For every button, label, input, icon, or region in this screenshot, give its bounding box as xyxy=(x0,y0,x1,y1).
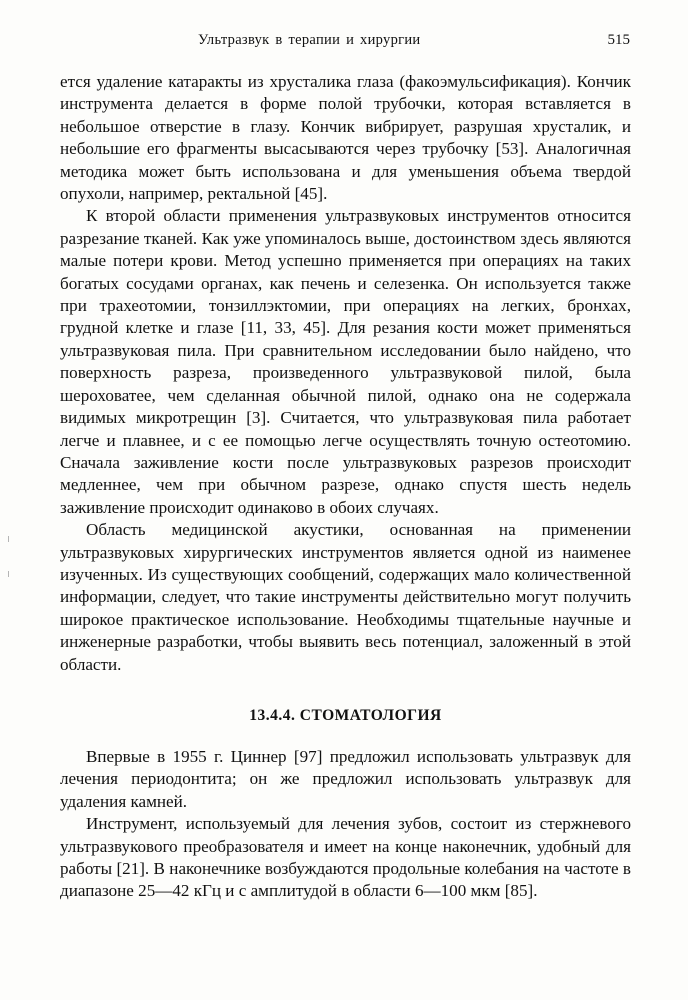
margin-mark xyxy=(8,571,9,577)
paragraph-medical-acoustics: Область медицинской акустики, основанная на применении ультразвуковых хирургических инструментов является одной из наименее изученных. Из существующих сообщений, содержащих мало количественной информации, следует, что такие инструменты действительно могут получить широкое практическое использование. Необходимы тщательные научные и инженерные разработки, чтобы выявить весь потенциал, заложенный в этой области. xyxy=(60,520,631,674)
running-title: Ультразвук в терапии и хирургии xyxy=(198,32,421,48)
page-header xyxy=(60,32,630,54)
paragraph-dentistry-history: Впервые в 1955 г. Циннер [97] предложил использовать ультразвук для лечения периодонтита; он же предложил использовать ультразвук для удаления камней. xyxy=(60,746,631,811)
body-text xyxy=(60,71,631,903)
margin-mark xyxy=(8,536,9,542)
paragraph-dental-instrument: Инструмент, используемый для лечения зубов, состоит из стержневого ультразвукового преобразователя и имеет на конце наконечник, удобный для работы [21]. В наконечнике возбуждаются продольные колебания на частоте в диапазоне 25—42 кГц и с амплитудой в области 6—100 мкм [85]. xyxy=(60,814,631,901)
paragraph-tissue-cutting: К второй области применения ультразвуковых инструментов относится разрезание тканей. Как уже упоминалось выше, достоинством здесь являются малые потери крови. Метод успешно применяется при операциях на таких богатых сосудами органах, как печень и селезенка. Он используется также при трахеотомии, тонзиллэктомии, при операциях на легких, бронхах, грудной клетке и глазе [11, 33, 45]. Для резания кости может применяться ультразвуковая пила. При сравнительном исследовании было найдено, что поверхность разреза, произведенного ультразвуковой пилой, была шероховатее, чем сделанная обычной пилой, однако она не содержала видимых микротрещин [3]. Считается, что ультразвуковая пила работает легче и плавнее, и с ее помощью легче осуществлять точную остеотомию. Сначала заживление кости после ультразвуковых разрезов происходит медленнее, чем при обычном разрезе, однако спустя шесть недель заживление происходит одинаково в обоих случаях. xyxy=(60,206,631,517)
section-heading: 13.4.4. СТОМАТОЛОГИЯ xyxy=(249,706,442,724)
paragraph-cataract-continuation: ется удаление катаракты из хрусталика глаза (факоэмульсификация). Кончик инструмента делается в форме полой трубочки, которая вставляется в небольшое отверстие в глазу. Кончик вибрирует, разрушая хрусталик, и небольшие его фрагменты высасываются через трубочку [53]. Аналогичная методика может быть использована и для уменьшения объема твердой опухоли, например, ректальной [45]. xyxy=(60,72,631,204)
page-number: 515 xyxy=(607,32,630,48)
